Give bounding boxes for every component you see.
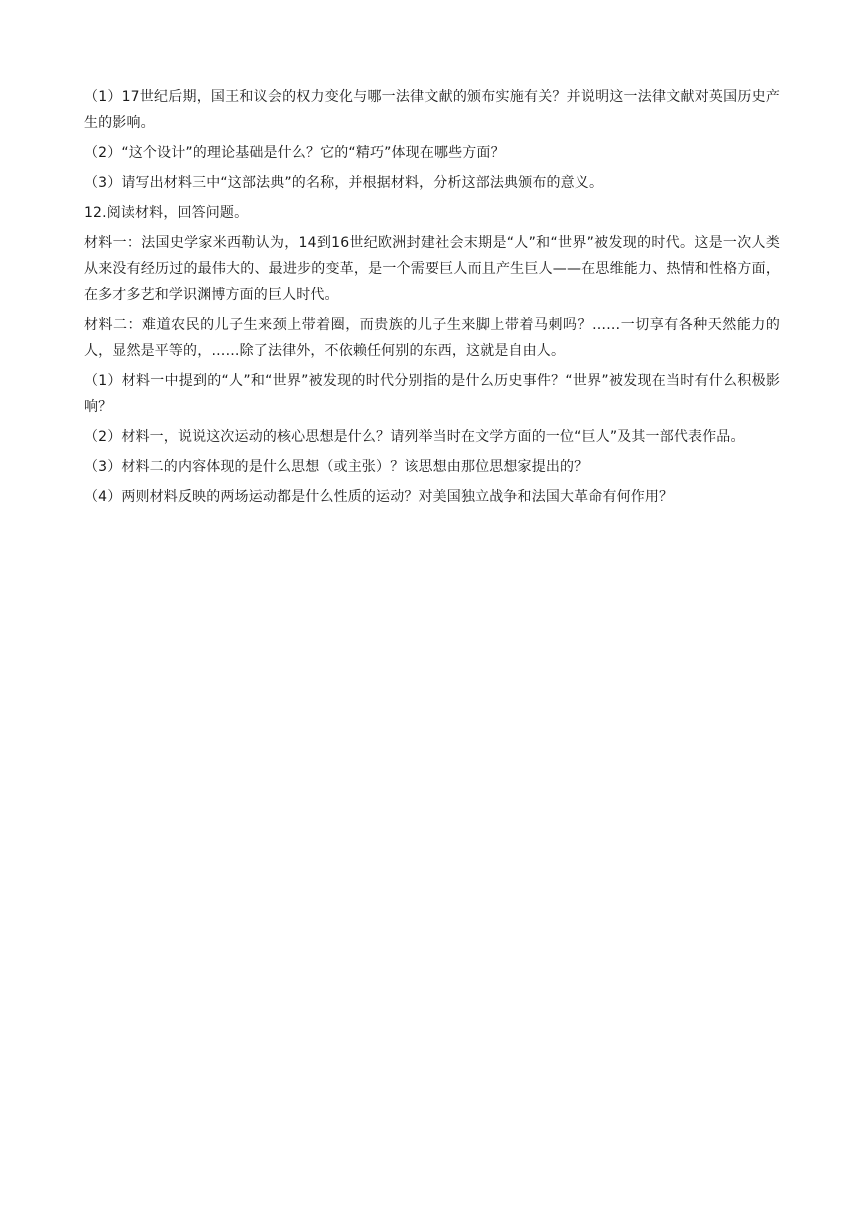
question-2-text: （2）“这个设计”的理论基础是什么？它的“精巧”体现在哪些方面？ [84, 145, 505, 161]
document-page [84, 84, 780, 510]
question-3-text: （3）请写出材料三中“这部法典”的名称，并根据材料，分析这部法典颁布的意义。 [84, 175, 604, 191]
material-2-text: 材料二：难道农民的儿子生来颈上带着圈，而贵族的儿子生来脚上带着马刺吗？……一切享有各种天然能力的人，显然是平等的，……除了法律外，不依赖任何别的东西，这就是自由人。 [84, 317, 780, 359]
question-1-text: （1）17世纪后期，国王和议会的权力变化与哪一法律文献的颁布实施有关？并说明这一法律文献对英国历史产生的影响。 [84, 89, 780, 131]
sub-question-1-text: （1）材料一中提到的“人”和“世界”被发现的时代分别指的是什么历史事件？“世界”被发现在当时有什么积极影响？ [84, 373, 780, 415]
sub-question-3-text: （3）材料二的内容体现的是什么思想（或主张）？该思想由那位思想家提出的？ [84, 459, 589, 475]
question-12-heading: 12.阅读材料，回答问题。 [84, 205, 249, 221]
sub-question-2-text: （2）材料一，说说这次运动的核心思想是什么？请列举当时在文学方面的一位“巨人”及其一部代表作品。 [84, 429, 745, 445]
material-1-text: 材料一：法国史学家米西勒认为，14到16世纪欧洲封建社会末期是“人”和“世界”被发现的时代。这是一次人类从来没有经历过的最伟大的、最进步的变革，是一个需要巨人而且产生巨人——在思维能力、热情和性格方面，在多才多艺和学识渊博方面的巨人时代。 [84, 235, 780, 303]
sub-question-4-text: （4）两则材料反映的两场运动都是什么性质的运动？对美国独立战争和法国大革命有何作用？ [84, 489, 674, 505]
